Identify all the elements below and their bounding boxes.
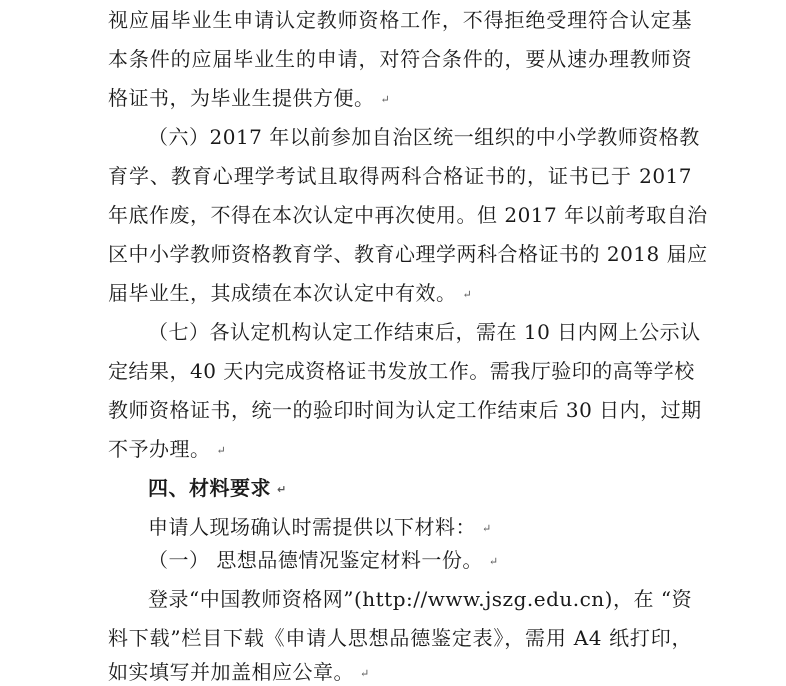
- paragraph-line: [108, 8, 692, 32]
- paragraph-line: [108, 203, 708, 227]
- line-text: 如实填写并加盖相应公章。: [108, 660, 354, 684]
- line-text: 届毕业生，其成绩在本次认定中有效。: [108, 281, 457, 305]
- paragraph-line: [148, 587, 692, 611]
- paragraph-mark-icon: ↵: [216, 443, 227, 457]
- paragraph-line: [108, 86, 692, 112]
- paragraph-line: [108, 626, 692, 650]
- paragraph-mark-icon: ↵: [488, 554, 499, 568]
- line-text: 区中小学教师资格教育学、教育心理学两科合格证书的 2018 届应: [108, 242, 708, 266]
- line-text: 格证书，为毕业生提供方便。: [108, 86, 375, 110]
- paragraph-line: [108, 660, 692, 686]
- paragraph-line: [148, 125, 700, 149]
- line-text: 教师资格证书，统一的验印时间为认定工作结束后 30 日内，过期: [108, 398, 702, 422]
- paragraph-line: [108, 47, 692, 71]
- paragraph-line: [108, 164, 692, 188]
- line-text: 年底作废，不得在本次认定中再次使用。但 2017 年以前考取自治: [108, 203, 708, 227]
- paragraph-line: [148, 548, 692, 574]
- paragraph-mark-icon: ↵: [360, 666, 370, 680]
- paragraph-line: [148, 320, 701, 344]
- paragraph-mark-icon: ↵: [380, 92, 391, 106]
- paragraph-line: [148, 515, 692, 541]
- paragraph-line: [108, 359, 695, 383]
- paragraph-mark-icon: ↵: [277, 482, 287, 496]
- line-text: （七）各认定机构认定工作结束后，需在 10 日内网上公示认: [148, 320, 701, 344]
- line-text: 申请人现场确认时需提供以下材料：: [148, 515, 476, 539]
- line-text: 不予办理。: [108, 437, 211, 461]
- line-text: 登录“中国教师资格网”(http://www.jszg.edu.cn)，在 “资: [148, 587, 693, 611]
- section-heading: [148, 476, 692, 502]
- line-text: （一） 思想品德情况鉴定材料一份。: [148, 548, 483, 572]
- line-text: 育学、教育心理学考试且取得两科合格证书的，证书已于 2017: [108, 164, 692, 188]
- paragraph-line: [108, 398, 702, 422]
- line-text: 视应届毕业生申请认定教师资格工作，不得拒绝受理符合认定基: [108, 8, 692, 32]
- line-text: 定结果，40 天内完成资格证书发放工作。需我厅验印的高等学校: [108, 359, 695, 383]
- line-text: （六）2017 年以前参加自治区统一组织的中小学教师资格教: [148, 125, 700, 149]
- line-text: 本条件的应届毕业生的申请，对符合条件的，要从速办理教师资: [108, 47, 692, 71]
- paragraph-mark-icon: ↵: [482, 521, 492, 535]
- paragraph-mark-icon: ↵: [462, 287, 473, 301]
- heading-text: 四、材料要求: [148, 476, 271, 500]
- paragraph-line: [108, 437, 692, 463]
- line-text: 料下载”栏目下载《申请人思想品德鉴定表》，需用 A4 纸打印，: [108, 626, 692, 650]
- paragraph-line: [108, 242, 708, 266]
- paragraph-line: [108, 281, 692, 307]
